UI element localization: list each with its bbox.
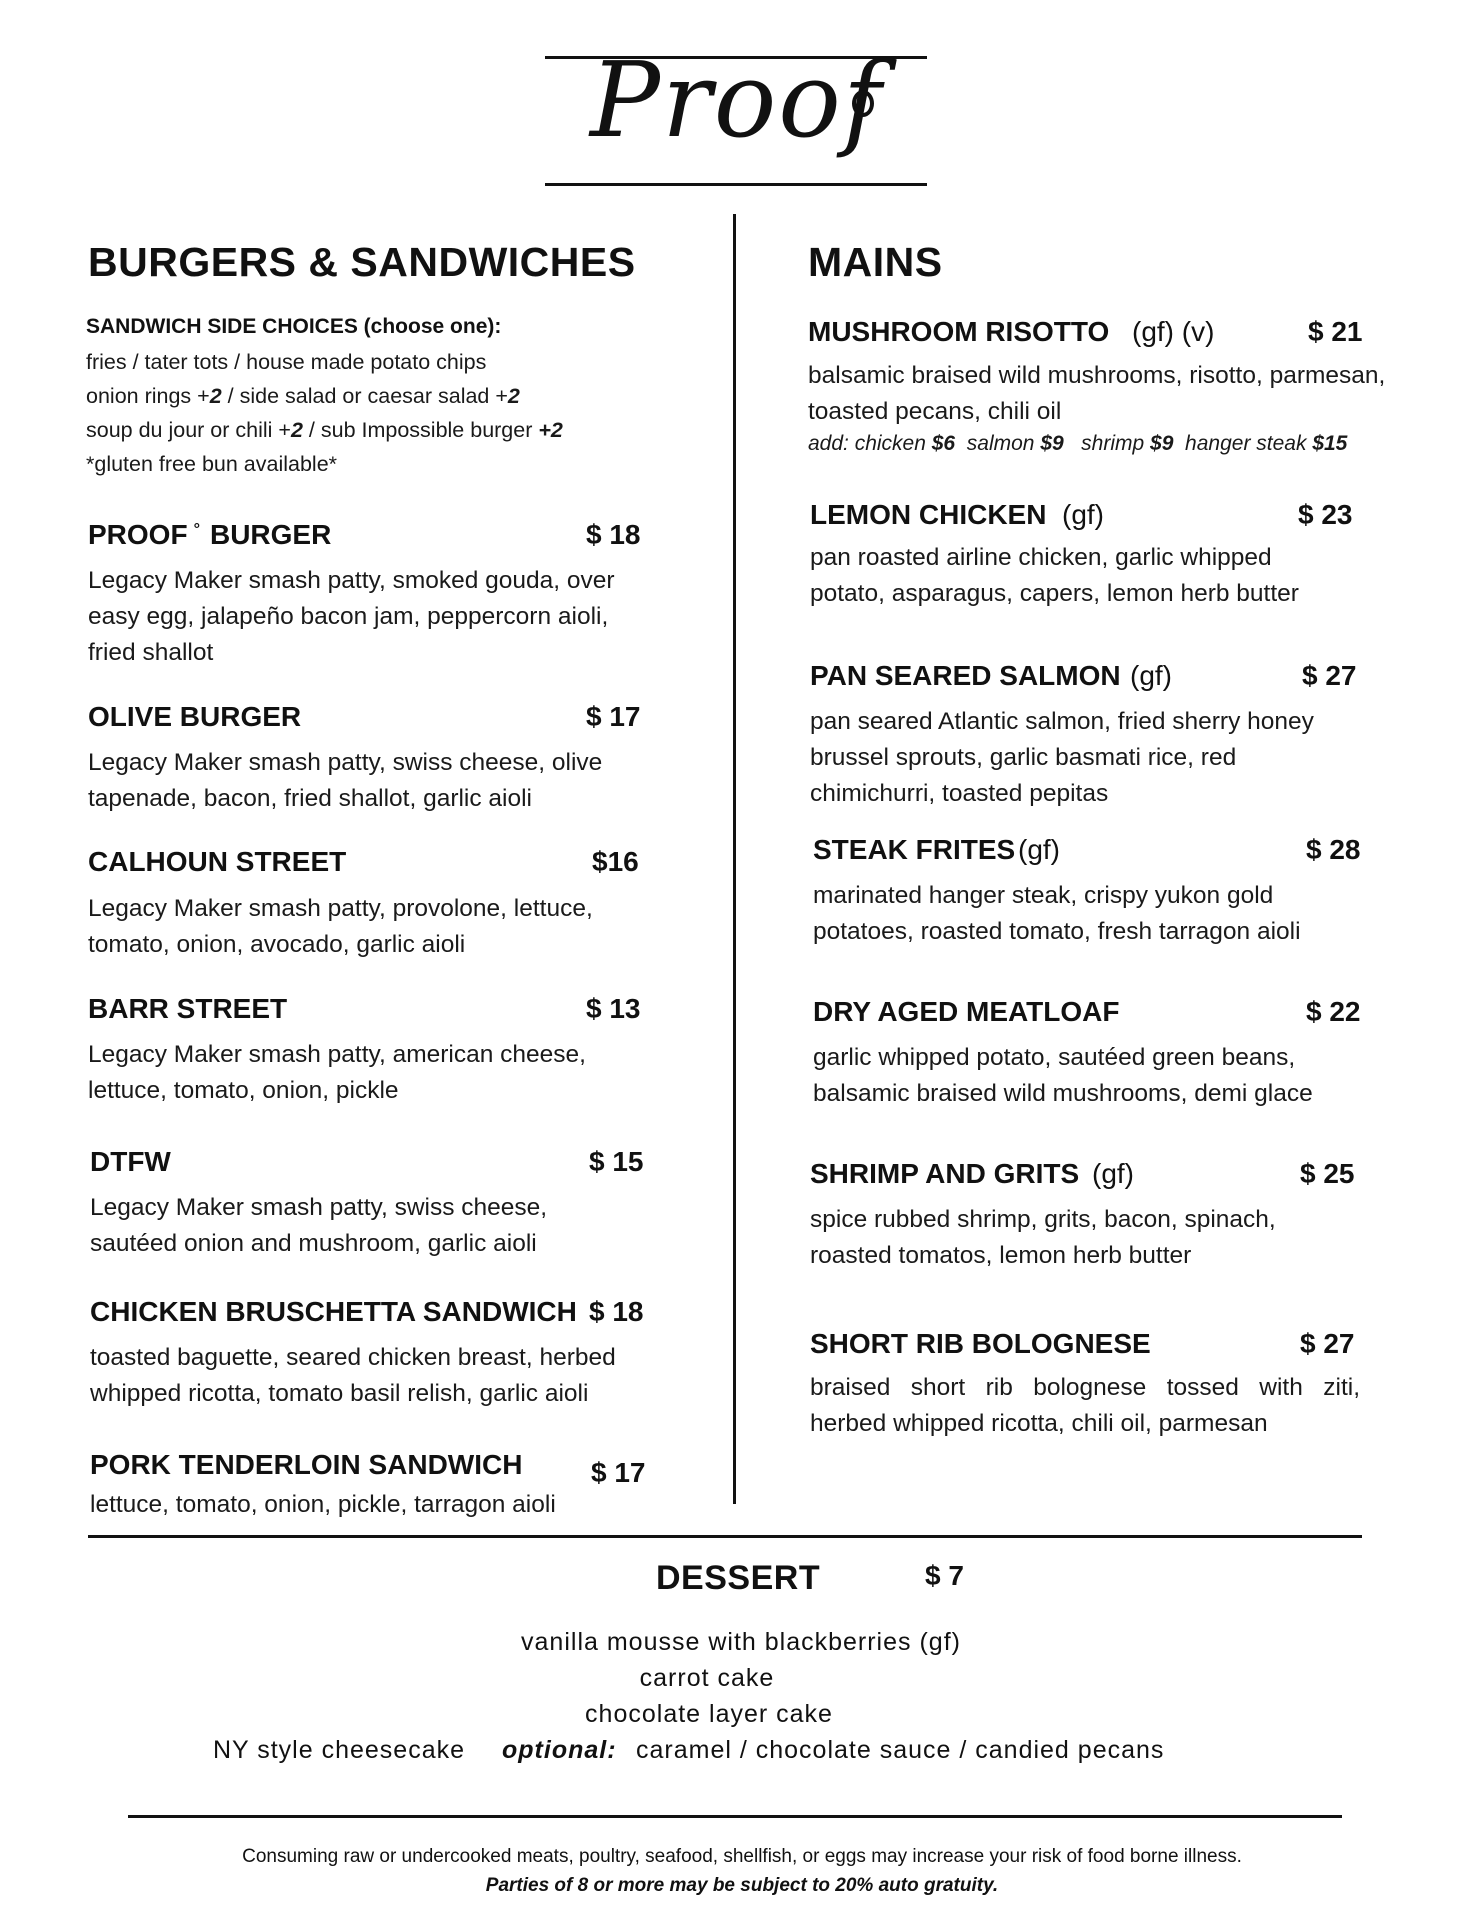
menu-item-name: CALHOUN STREET — [88, 846, 347, 877]
menu-item-description: balsamic braised wild mushrooms, risotto, parmesan, toasted pecans, chili oil — [808, 362, 1386, 425]
add-ons-line: add: chicken $6 salmon $9 shrimp $9 hanger steak $15 — [808, 432, 1348, 455]
menu-item-description: lettuce, tomato, onion, pickle, tarragon aioli — [90, 1491, 556, 1518]
menu-item-description: spice rubbed shrimp, grits, bacon, spinach, roasted tomatos, lemon herb butter — [810, 1206, 1276, 1269]
dessert-top-rule — [88, 1535, 1362, 1538]
menu-item-description: Legacy Maker smash patty, provolone, lettuce, tomato, onion, avocado, garlic aioli — [88, 895, 593, 958]
sides-line: onion rings +2 / side salad or caesar salad +2 — [86, 384, 520, 408]
menu-item-description: braised short rib bolognese tossed with ziti, herbed whipped ricotta, chili oil, parmesan — [810, 1374, 1360, 1437]
menu-item-name: SHORT RIB BOLOGNESE — [810, 1328, 1151, 1359]
sides-line: *gluten free bun available* — [86, 452, 338, 476]
menu-item-name: OLIVE BURGER — [88, 701, 302, 732]
dessert-section-title: DESSERT — [656, 1559, 821, 1597]
sides-list — [86, 345, 563, 481]
column-divider — [733, 214, 736, 1504]
dessert-price: $ 7 — [925, 1560, 964, 1591]
menu-item-description: toasted baguette, seared chicken breast, herbed whipped ricotta, tomato basil relish, garlic aioli — [90, 1344, 616, 1407]
menu-item-description: Legacy Maker smash patty, swiss cheese, olive tapenade, bacon, fried shallot, garlic aioli — [88, 749, 603, 812]
restaurant-logo: Proof — [590, 39, 884, 161]
menu-item-name: SHRIMP AND GRITS — [810, 1158, 1080, 1189]
menu-item-description: Legacy Maker smash patty, smoked gouda, over easy egg, jalapeño bacon jam, peppercorn aioli, fried shallot — [88, 567, 615, 666]
menu-item-price: $ 27 — [1300, 1328, 1355, 1359]
sides-line: fries / tater tots / house made potato chips — [86, 350, 487, 374]
menu-item-name: DRY AGED MEATLOAF — [813, 996, 1120, 1027]
menu-item-name: PAN SEARED SALMON — [810, 660, 1121, 691]
menu-item-name: STEAK FRITES — [813, 834, 1016, 865]
menu-item-description: Legacy Maker smash patty, american cheese, lettuce, tomato, onion, pickle — [88, 1041, 586, 1104]
sides-line: soup du jour or chili +2 / sub Impossible burger +2 — [86, 418, 563, 442]
dietary-tags: (gf) — [1092, 1158, 1134, 1189]
menu-item-price: $ 18 — [586, 519, 641, 550]
menu-item-name: MUSHROOM RISOTTO — [808, 316, 1110, 347]
dietary-tags: (gf) — [1130, 660, 1172, 691]
dessert-item: carrot cake — [639, 1664, 775, 1692]
menu-item-price: $ 13 — [586, 993, 641, 1024]
menu-item-price: $ 25 — [1300, 1158, 1355, 1189]
menu-item-price: $ 17 — [586, 701, 641, 732]
menu-item-price: $ 18 — [589, 1296, 644, 1327]
dessert-item: vanilla mousse with blackberries (gf) — [521, 1628, 961, 1656]
menu-item-price: $ 15 — [589, 1146, 644, 1177]
dessert-item: NY style cheesecake optional: caramel / chocolate sauce / candied pecans — [213, 1736, 1165, 1764]
dessert-item: chocolate layer cake — [585, 1700, 833, 1728]
gratuity-notice: Parties of 8 or more may be subject to 20% auto gratuity. — [485, 1875, 999, 1896]
menu-item-description: Legacy Maker smash patty, swiss cheese, sautéed onion and mushroom, garlic aioli — [90, 1194, 548, 1257]
menu-item-name: PROOF ° BURGER — [88, 519, 332, 550]
menu-item-description: pan seared Atlantic salmon, fried sherry honey brussel sprouts, garlic basmati rice, red chimichurri, toasted pepitas — [810, 708, 1314, 807]
footer-top-rule — [128, 1815, 1342, 1818]
burgers-section-title: BURGERS & SANDWICHES — [88, 239, 636, 285]
menu-item-price: $ 17 — [591, 1457, 646, 1488]
food-safety-warning: Consuming raw or undercooked meats, poultry, seafood, shellfish, or eggs may increase your risk of food borne illness. — [242, 1846, 1242, 1867]
menu-item-price: $ 22 — [1306, 996, 1361, 1027]
menu-item-name: BARR STREET — [88, 993, 288, 1024]
menu-item-price: $16 — [592, 846, 639, 877]
dietary-tags: (gf) — [1062, 499, 1104, 530]
menu-item-name: PORK TENDERLOIN SANDWICH — [90, 1449, 523, 1480]
menu-item-price: $ 28 — [1306, 834, 1361, 865]
dietary-tags: (gf) (v) — [1132, 316, 1215, 347]
menu-item-price: $ 21 — [1308, 316, 1363, 347]
mains-section-title: MAINS — [808, 239, 943, 285]
menu-item-price: $ 23 — [1298, 499, 1353, 530]
menu-item-description: marinated hanger steak, crispy yukon gold potatoes, roasted tomato, fresh tarragon aioli — [813, 882, 1301, 945]
menu-item-name: LEMON CHICKEN — [810, 499, 1047, 530]
menu-item-name: DTFW — [90, 1146, 171, 1177]
sides-heading: SANDWICH SIDE CHOICES (choose one): — [86, 315, 502, 338]
logo-bottom-rule — [545, 183, 927, 186]
logo-degree-mark — [852, 90, 874, 117]
menu-item-name: CHICKEN BRUSCHETTA SANDWICH — [90, 1296, 577, 1327]
menu-item-price: $ 27 — [1302, 660, 1357, 691]
menu-item-description: garlic whipped potato, sautéed green beans, balsamic braised wild mushrooms, demi glace — [813, 1044, 1313, 1107]
menu-item-description: pan roasted airline chicken, garlic whipped potato, asparagus, capers, lemon herb butter — [810, 544, 1299, 607]
dietary-tags: (gf) — [1018, 834, 1060, 865]
